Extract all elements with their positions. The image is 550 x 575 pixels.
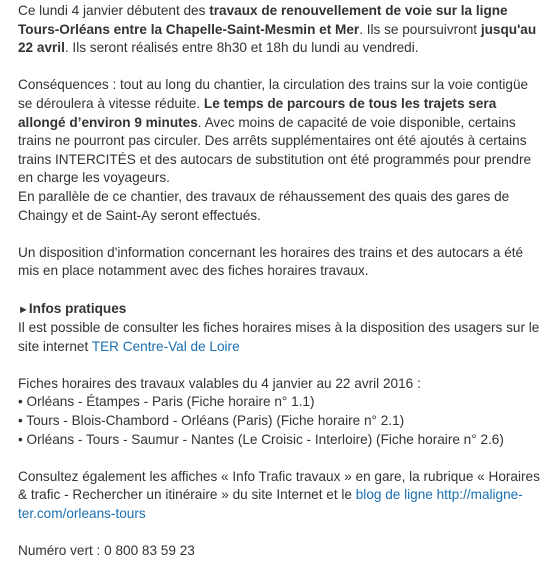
blog-de-ligne-link[interactable]: blog de ligne http://maligne-ter.com/orleans-tours [18,487,523,522]
spacer [18,524,542,543]
information-paragraph: Un disposition d'information concernant les horaires des trains et des autocars a été mis en place notamment avec des fiches horaires travaux. [18,244,524,279]
consequences-text-2: . Avec moins de capacité de voie disponible, certains trains ne pourront pas circuler. Des arrêts supplémentaires ont été ajoutés à certains trains INTERCITÉS et des autocars de substitution ont été programmés pour prendre en charge les voyageurs. [18,114,532,186]
intro-bold-date: jusqu'au 22 avril [18,21,537,56]
consequences-text-1: Conséquences : tout au long du chantier, la circulation des trains sur la voie contigüe se déroulera à vitesse réduite. [18,77,529,111]
chantier-paragraph: En parallèle de ce chantier, des travaux de réhaussement des quais des gares de Chaingy et de Saint-Ay seront effectués. [18,188,510,223]
intro-text-2: . Ils se poursuivront [359,21,481,37]
spacer [18,281,542,300]
consequences-paragraph [18,76,542,188]
consultez-text: Consultez également les affiches « Info Trafic travaux » en gare, la rubrique « Horaires & trafic - Rechercher un itinéraire » du site Internet et le [18,468,540,503]
triangle-right-icon: ► [18,303,29,316]
infos-pratiques-text: Il est possible de consulter les fiches horaires mises à la disposition des usagers sur le site internet [18,320,540,354]
infos-pratiques-title: Infos pratiques [28,300,127,316]
intro-paragraph [18,2,542,58]
intro-text-1: Ce lundi 4 janvier débutent des [18,3,210,18]
spacer [18,356,542,375]
infos-pratiques-heading [18,300,542,320]
fiche-item: • Orléans - Tours - Saumur - Nantes (Le Croisic - Interloire) (Fiche horaire n° 2.6) [18,431,504,447]
consequences-bold-duration: Le temps de parcours de tous les trajets sera allongé d’environ 9 minutes [18,95,497,130]
spacer [18,449,542,468]
spacer [18,58,542,77]
intro-text-3: . Ils seront réalisés entre 8h30 et 18h du lundi au vendredi. [64,40,419,56]
fiche-item: • Orléans - Étampes - Paris (Fiche horaire n° 1.1) [18,394,315,410]
numero-vert: Numéro vert : 0 800 83 59 23 [18,543,195,559]
intro-bold-works: travaux de renouvellement de voie sur la ligne Tours-Orléans entre la Chapelle-Saint-Mesmin et Mer [18,3,508,37]
fiches-intro: Fiches horaires des travaux valables du 4 janvier au 22 avril 2016 : [18,375,421,391]
consultez-paragraph [18,468,542,524]
fiche-item: • Tours - Blois-Chambord - Orléans (Paris) (Fiche horaire n° 2.1) [18,413,405,429]
infos-pratiques-paragraph [18,319,542,356]
spacer [18,225,542,244]
ter-centre-val-de-loire-link[interactable]: TER Centre-Val de Loire [91,338,240,354]
